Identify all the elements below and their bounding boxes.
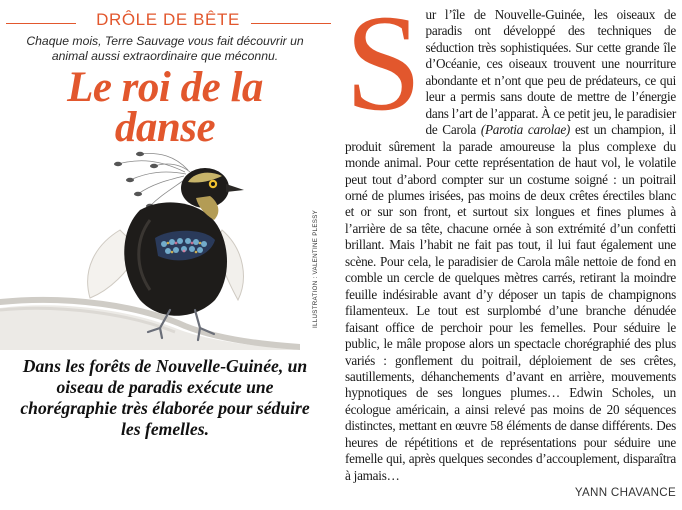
illustration-credit: [312, 188, 326, 328]
deck-text: Dans les forêts de Nouvelle-Guinée, un oiseau de paradis exécute une chorégraphie très élaborée pour séduire les femelles.: [20, 356, 310, 439]
article-text-part2: est un champion, il produit sûrement la parade amoureuse la plus complexe du monde animal. Pour cette représentation de haut vol, le volatile peut tout d’abord compter sur un costume soigné : un poitrail orné de plumes irisées, pas moins de deux crêtes érectiles blanc et or sur son front, et surtout six longues et fines plumes à l’arrière de sa tête, chacune ornée à son extrémité d’un confetti brillant. Mais l’habit ne fait pas tout, il lui faut également une scène. Pour cela, le paradisier de Carola mâle nettoie de fond en comble un cercle de quelques mètres carrés, retirant la moindre feuille indésirable avant d’y déposer un tapis de champignons filamenteux. Le tout est surplombé d’une branche dénudée faisant office de perchoir pour les femelles. Pour séduire le public, le mâle propose alors un spectacle chorégraphié des plus variés : gonflement du poitrail, déploiement de ses crêtes, sautillements, déhanchements d’avant en arrière, mouvements hypnotiques de ses longues plumes… Edwin Scholes, un écologue américain, a ainsi relevé pas moins de 20 séquences distinctes, mettant en œuvre 58 éléments de danse différents. Des heures de répétitions et de représentations pour séduire une femelle qui, après quelques secondes d’accouplement, disparaîtra à jamais…: [345, 122, 676, 483]
rubric-header: [6, 8, 331, 36]
article-body: [345, 0, 676, 484]
drop-cap: S: [345, 0, 422, 139]
rubric-rule-right: [251, 23, 331, 24]
species-name: (Parotia carolae): [480, 122, 571, 138]
article-text-part1: ur l’île de Nouvelle-Guinée, les oiseaux de paradis ont développé des techniques de séduction très sophistiquées. Sur cette grande île d’Océanie, ces oiseaux trouvent une nourriture abondante et n’ont que peu de prédateurs, ce qui leur a permis sans doute de mettre de l’énergie dans l’art de l’apparat. À ce petit jeu, le paradisier de Carola: [425, 7, 676, 138]
illustration-credit-text: ILLUSTRATION : VALENTINE PLESSY: [312, 209, 319, 328]
headline: Le roi de la danse: [67, 64, 263, 151]
bird-illustration: [0, 150, 300, 350]
rubric-rule-left: [6, 23, 76, 24]
rubric-title: DRÔLE DE BÊTE: [96, 10, 240, 29]
intro-text: Chaque mois, Terre Sauvage vous fait découvrir un animal aussi extraordinaire que méconnu.: [26, 34, 304, 63]
author-signature: YANN CHAVANCE: [574, 486, 676, 499]
